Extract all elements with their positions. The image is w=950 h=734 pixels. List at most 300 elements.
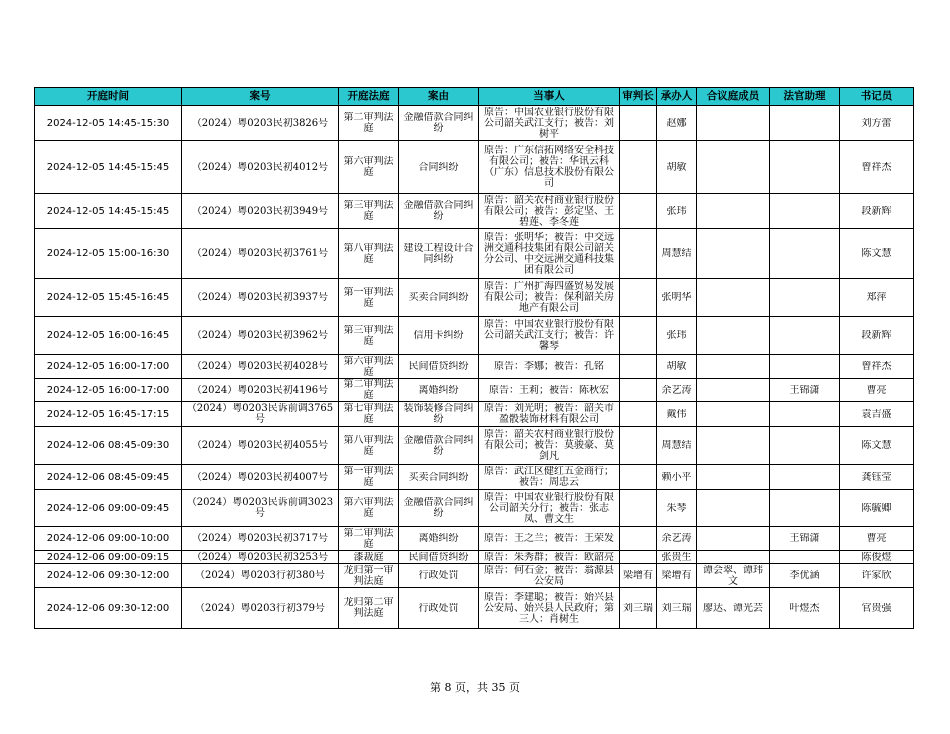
case-cause: 信用卡纠纷 xyxy=(413,330,464,341)
courtroom-cell xyxy=(339,194,399,229)
presiding-judge-cell xyxy=(620,490,657,527)
case-cause-cell xyxy=(399,379,479,402)
case-cause: 民间借贷纠纷 xyxy=(408,551,469,563)
case-cause: 金融借款合同纠纷 xyxy=(403,200,474,222)
hearing-time-cell xyxy=(35,402,182,427)
hearing-time: 2024-12-06 09:00-09:15 xyxy=(46,551,170,563)
case-cause: 金融借款合同纠纷 xyxy=(403,434,474,457)
hearing-time: 2024-12-06 09:30-12:00 xyxy=(46,602,170,614)
presiding-judge-cell xyxy=(620,194,657,229)
case-number: （2024）粤0203民诉前调3023号 xyxy=(186,497,334,519)
parties: 原告：韶关农村商业银行股份有限公司；被告：莫骏豪、莫剑凡 xyxy=(484,429,614,462)
header-parties: 当事人 xyxy=(479,88,620,106)
judge-assistant-cell xyxy=(770,355,840,379)
case-handler: 赵娜 xyxy=(666,117,687,129)
hearing-time: 2024-12-06 09:00-10:00 xyxy=(46,533,170,544)
hearing-time: 2024-12-05 16:00-17:00 xyxy=(46,361,170,372)
case-handler: 赖小平 xyxy=(661,471,692,483)
table-row xyxy=(35,194,914,229)
judge-assistant: 王锦潇 xyxy=(789,384,820,396)
court-clerk: 曾祥杰 xyxy=(861,161,892,173)
judge-assistant-cell xyxy=(770,317,840,355)
case-cause-cell xyxy=(399,355,479,379)
case-handler-cell xyxy=(657,465,697,490)
panel-members-cell xyxy=(697,194,770,229)
case-handler-cell xyxy=(657,402,697,427)
case-number-cell xyxy=(182,490,339,527)
panel-members-cell xyxy=(697,427,770,465)
courtroom-cell xyxy=(339,379,399,402)
hearing-time: 2024-12-06 08:45-09:45 xyxy=(46,471,170,483)
court-clerk: 陈文慧 xyxy=(861,440,892,451)
table-row xyxy=(35,379,914,402)
case-number-cell xyxy=(182,379,339,402)
presiding-judge: 刘三瑞 xyxy=(623,602,653,614)
hearing-time-cell xyxy=(35,279,182,317)
presiding-judge-cell xyxy=(620,551,657,564)
case-number: （2024）粤0203民初3717号 xyxy=(191,533,329,544)
table-row xyxy=(35,229,914,279)
courtroom: 第三审判法庭 xyxy=(343,324,394,347)
parties: 原告：张明华；被告：中交远洲交通科技集团有限公司韶关分公司、中交远洲交通科技集团有限公司 xyxy=(484,231,614,276)
table-row xyxy=(35,588,914,629)
court-clerk: 袁吉盛 xyxy=(861,408,892,420)
courtroom: 第二审判法庭 xyxy=(343,112,394,134)
case-handler: 周慧结 xyxy=(661,440,692,451)
case-number: （2024）粤0203民初3949号 xyxy=(191,205,329,217)
parties: 原告：武江区健红五金商行；被告：周忠云 xyxy=(484,466,614,488)
court-clerk: 段新辉 xyxy=(861,330,892,341)
presiding-judge-cell xyxy=(620,229,657,279)
hearing-time-cell xyxy=(35,588,182,629)
parties: 原告：王之兰；被告：王荣发 xyxy=(484,533,614,544)
courtroom: 第一审判法庭 xyxy=(343,286,394,309)
presiding-judge-cell xyxy=(620,317,657,355)
case-cause-cell xyxy=(399,564,479,588)
judge-assistant-cell xyxy=(770,194,840,229)
table-body xyxy=(35,106,914,629)
hearing-time-cell xyxy=(35,194,182,229)
judge-assistant-cell xyxy=(770,564,840,588)
judge-assistant-cell xyxy=(770,402,840,427)
court-clerk-cell xyxy=(840,279,914,317)
header-cause: 案由 xyxy=(399,88,479,106)
hearing-time: 2024-12-05 16:00-16:45 xyxy=(46,330,170,341)
table-row xyxy=(35,465,914,490)
case-handler: 余艺涛 xyxy=(661,384,692,396)
courtroom-cell xyxy=(339,355,399,379)
presiding-judge-cell xyxy=(620,279,657,317)
table-row xyxy=(35,427,914,465)
court-clerk: 曹亮 xyxy=(866,533,887,544)
parties-cell xyxy=(479,564,620,588)
case-handler: 余艺涛 xyxy=(661,533,692,544)
hearing-time: 2024-12-05 14:45-15:30 xyxy=(46,117,170,129)
parties-cell xyxy=(479,194,620,229)
parties: 原告：广东信拓网络安全科技有限公司；被告：华讯云科（广东）信息技术股份有限公司 xyxy=(484,145,614,189)
hearing-time-cell xyxy=(35,317,182,355)
table-row xyxy=(35,279,914,317)
courtroom-cell xyxy=(339,564,399,588)
panel-members-cell xyxy=(697,564,770,588)
case-cause-cell xyxy=(399,141,479,194)
case-handler: 张贵生 xyxy=(661,551,692,563)
hearing-time: 2024-12-05 16:00-17:00 xyxy=(46,384,170,396)
panel-members-cell xyxy=(697,402,770,427)
case-cause-cell xyxy=(399,106,479,141)
hearing-time: 2024-12-05 15:00-16:30 xyxy=(46,248,170,259)
case-cause-cell xyxy=(399,317,479,355)
panel-members-cell xyxy=(697,229,770,279)
courtroom-cell xyxy=(339,588,399,629)
parties: 原告：中国农业银行股份有限公司韶关分行；被告：张志凤、曹文生 xyxy=(484,491,614,525)
parties-cell xyxy=(479,229,620,279)
case-handler-cell xyxy=(657,106,697,141)
case-number-cell xyxy=(182,355,339,379)
presiding-judge-cell xyxy=(620,141,657,194)
case-number-cell xyxy=(182,551,339,564)
hearing-time-cell xyxy=(35,355,182,379)
case-handler-cell xyxy=(657,141,697,194)
court-clerk: 陈文慧 xyxy=(861,248,892,259)
courtroom: 第二审判法庭 xyxy=(343,379,394,401)
table-row xyxy=(35,490,914,527)
courtroom-cell xyxy=(339,229,399,279)
header-handler: 承办人 xyxy=(657,88,697,106)
judge-assistant-cell xyxy=(770,229,840,279)
parties-cell xyxy=(479,588,620,629)
case-handler-cell xyxy=(657,564,697,588)
judge-assistant-cell xyxy=(770,551,840,564)
case-handler: 胡敏 xyxy=(666,361,687,372)
presiding-judge-cell xyxy=(620,402,657,427)
court-clerk: 曹亮 xyxy=(866,384,887,396)
case-handler-cell xyxy=(657,490,697,527)
case-number-cell xyxy=(182,317,339,355)
case-handler-cell xyxy=(657,379,697,402)
parties-cell xyxy=(479,551,620,564)
hearing-time: 2024-12-05 15:45-16:45 xyxy=(46,292,170,303)
presiding-judge-cell xyxy=(620,379,657,402)
parties-cell xyxy=(479,141,620,194)
panel-members-cell xyxy=(697,317,770,355)
parties: 原告：韶关农村商业银行股份有限公司；被告：彭定坚、王碧莲、李冬莲 xyxy=(484,194,614,228)
header-courtroom: 开庭法庭 xyxy=(339,88,399,106)
court-clerk: 陈毓卿 xyxy=(861,502,892,514)
court-clerk-cell xyxy=(840,551,914,564)
hearing-time: 2024-12-06 09:00-09:45 xyxy=(46,502,170,514)
parties: 原告：李娜；被告：孔铭 xyxy=(494,361,604,372)
header-row xyxy=(35,88,914,106)
presiding-judge: 梁增有 xyxy=(623,570,653,581)
table-row xyxy=(35,355,914,379)
panel-members-cell xyxy=(697,379,770,402)
courtroom: 龙归第二审判法庭 xyxy=(343,597,394,619)
case-number-cell xyxy=(182,588,339,629)
case-handler-cell xyxy=(657,527,697,551)
case-cause: 行政处罚 xyxy=(418,570,459,581)
court-clerk-cell xyxy=(840,402,914,427)
case-number-cell xyxy=(182,229,339,279)
courtroom: 第二审判法庭 xyxy=(343,527,394,550)
case-number: （2024）粤0203行初379号 xyxy=(195,602,325,614)
panel-members-cell xyxy=(697,551,770,564)
panel-members-cell xyxy=(697,279,770,317)
courtroom: 第八审判法庭 xyxy=(343,242,394,265)
case-cause: 金融借款合同纠纷 xyxy=(403,497,474,519)
case-number: （2024）粤0203民初3253号 xyxy=(191,551,329,563)
court-clerk: 官贵强 xyxy=(861,602,892,614)
parties: 原告：中国农业银行股份有限公司韶关武江支行；被告：许馨琴 xyxy=(484,319,614,352)
case-handler-cell xyxy=(657,427,697,465)
case-number-cell xyxy=(182,106,339,141)
courtroom: 漆裁庭 xyxy=(353,551,384,563)
case-cause: 买卖合同纠纷 xyxy=(408,292,469,303)
presiding-judge-cell xyxy=(620,427,657,465)
case-handler: 张玮 xyxy=(666,330,687,341)
courtroom-cell xyxy=(339,427,399,465)
case-number-cell xyxy=(182,427,339,465)
parties: 原告：王莉；被告：陈秋宏 xyxy=(489,384,609,396)
case-handler-cell xyxy=(657,551,697,564)
panel-members: 谭会翠、谭玮文 xyxy=(703,564,763,587)
hearing-time: 2024-12-05 14:45-15:45 xyxy=(46,161,170,173)
court-clerk-cell xyxy=(840,141,914,194)
case-number-cell xyxy=(182,194,339,229)
case-handler: 朱琴 xyxy=(666,502,687,514)
table-row xyxy=(35,564,914,588)
court-clerk: 刘方蕾 xyxy=(861,117,892,129)
case-handler: 梁增有 xyxy=(661,570,692,581)
court-clerk: 陈俊煜 xyxy=(861,551,892,563)
court-clerk: 段新辉 xyxy=(861,205,892,217)
hearing-time-cell xyxy=(35,527,182,551)
panel-members-cell xyxy=(697,106,770,141)
hearing-time-cell xyxy=(35,106,182,141)
court-clerk-cell xyxy=(840,355,914,379)
court-clerk-cell xyxy=(840,427,914,465)
case-number-cell xyxy=(182,527,339,551)
case-number: （2024）粤0203民初4012号 xyxy=(191,161,329,173)
case-handler: 张玮 xyxy=(666,205,687,217)
courtroom-cell xyxy=(339,465,399,490)
parties-cell xyxy=(479,317,620,355)
court-clerk-cell xyxy=(840,379,914,402)
presiding-judge-cell xyxy=(620,527,657,551)
judge-assistant: 王锦潇 xyxy=(789,533,820,544)
panel-members-cell xyxy=(697,527,770,551)
case-number-cell xyxy=(182,564,339,588)
case-cause-cell xyxy=(399,588,479,629)
case-cause-cell xyxy=(399,229,479,279)
courtroom-cell xyxy=(339,527,399,551)
judge-assistant-cell xyxy=(770,427,840,465)
hearing-time-cell xyxy=(35,564,182,588)
case-handler-cell xyxy=(657,355,697,379)
courtroom-cell xyxy=(339,106,399,141)
case-number: （2024）粤0203民初3761号 xyxy=(191,248,329,259)
judge-assistant-cell xyxy=(770,141,840,194)
hearing-schedule-table xyxy=(34,87,914,629)
parties-cell xyxy=(479,379,620,402)
court-clerk-cell xyxy=(840,229,914,279)
court-clerk-cell xyxy=(840,490,914,527)
courtroom-cell xyxy=(339,279,399,317)
panel-members-cell xyxy=(697,355,770,379)
courtroom-cell xyxy=(339,490,399,527)
courtroom: 第八审判法庭 xyxy=(343,434,394,457)
parties: 原告：朱秀群；被告：欧韶亮 xyxy=(484,551,614,563)
panel-members: 廖达、谭光芸 xyxy=(703,602,763,614)
case-number: （2024）粤0203行初380号 xyxy=(195,570,325,581)
courtroom: 第六审判法庭 xyxy=(343,497,394,519)
parties: 原告：广州扩海四盛贸易发展有限公司；被告：保利韶关房地产有限公司 xyxy=(484,281,614,314)
judge-assistant-cell xyxy=(770,279,840,317)
court-clerk-cell xyxy=(840,465,914,490)
hearing-time-cell xyxy=(35,427,182,465)
hearing-time: 2024-12-05 16:45-17:15 xyxy=(46,408,170,420)
case-cause-cell xyxy=(399,427,479,465)
hearing-time-cell xyxy=(35,229,182,279)
hearing-time: 2024-12-06 08:45-09:30 xyxy=(46,440,170,451)
case-handler-cell xyxy=(657,317,697,355)
parties-cell xyxy=(479,465,620,490)
courtroom: 龙归第一审判法庭 xyxy=(343,564,394,587)
case-handler: 张明华 xyxy=(661,292,692,303)
presiding-judge-cell xyxy=(620,106,657,141)
parties-cell xyxy=(479,106,620,141)
case-handler-cell xyxy=(657,194,697,229)
hearing-time: 2024-12-06 09:30-12:00 xyxy=(46,570,170,581)
case-cause-cell xyxy=(399,551,479,564)
courtroom: 第六审判法庭 xyxy=(343,355,394,378)
case-cause: 合同纠纷 xyxy=(418,161,459,173)
table-row xyxy=(35,551,914,564)
case-cause: 离婚纠纷 xyxy=(418,533,459,544)
parties-cell xyxy=(479,527,620,551)
case-cause-cell xyxy=(399,402,479,427)
case-number: （2024）粤0203民初4196号 xyxy=(191,384,329,396)
hearing-time-cell xyxy=(35,465,182,490)
hearing-time-cell xyxy=(35,551,182,564)
judge-assistant-cell xyxy=(770,588,840,629)
courtroom-cell xyxy=(339,317,399,355)
case-cause-cell xyxy=(399,465,479,490)
page-number: 第 8 页，共 35 页 xyxy=(430,681,520,694)
case-number: （2024）粤0203民初4055号 xyxy=(191,440,329,451)
case-handler: 戴伟 xyxy=(666,408,687,420)
hearing-time-cell xyxy=(35,141,182,194)
hearing-time-cell xyxy=(35,490,182,527)
table-row xyxy=(35,141,914,194)
parties-cell xyxy=(479,402,620,427)
case-handler: 胡敏 xyxy=(666,161,687,173)
presiding-judge-cell xyxy=(620,465,657,490)
case-cause: 金融借款合同纠纷 xyxy=(403,112,474,134)
case-number: （2024）粤0203民初3826号 xyxy=(191,117,329,129)
courtroom-cell xyxy=(339,551,399,564)
table-row xyxy=(35,402,914,427)
header-presiding-judge: 审判长 xyxy=(620,88,657,106)
case-cause: 行政处罚 xyxy=(418,602,459,614)
court-clerk: 郑萍 xyxy=(866,292,887,303)
parties-cell xyxy=(479,490,620,527)
case-number-cell xyxy=(182,279,339,317)
court-clerk-cell xyxy=(840,527,914,551)
judge-assistant-cell xyxy=(770,465,840,490)
case-handler-cell xyxy=(657,588,697,629)
judge-assistant: 叶煜杰 xyxy=(789,602,820,614)
case-cause-cell xyxy=(399,490,479,527)
hearing-time: 2024-12-05 14:45-15:45 xyxy=(46,205,170,217)
case-handler: 刘三瑞 xyxy=(661,602,692,614)
judge-assistant-cell xyxy=(770,490,840,527)
case-cause: 装饰装修合同纠纷 xyxy=(403,403,474,425)
table-row xyxy=(35,527,914,551)
panel-members-cell xyxy=(697,588,770,629)
table-row xyxy=(35,106,914,141)
case-number: （2024）粤0203民诉前调3765号 xyxy=(186,403,334,425)
judge-assistant-cell xyxy=(770,527,840,551)
header-assistant: 法官助理 xyxy=(770,88,840,106)
presiding-judge-cell xyxy=(620,564,657,588)
parties: 原告：李建聪；被告：始兴县公安局、始兴县人民政府；第三人：肖树生 xyxy=(484,591,614,625)
case-cause: 离婚纠纷 xyxy=(418,384,459,396)
courtroom-cell xyxy=(339,141,399,194)
table-row xyxy=(35,317,914,355)
court-clerk: 曾祥杰 xyxy=(861,361,892,372)
header-panel: 合议庭成员 xyxy=(697,88,770,106)
case-cause-cell xyxy=(399,194,479,229)
case-handler: 周慧结 xyxy=(661,248,692,259)
case-cause-cell xyxy=(399,279,479,317)
case-number-cell xyxy=(182,465,339,490)
judge-assistant-cell xyxy=(770,106,840,141)
court-clerk-cell xyxy=(840,317,914,355)
case-number-cell xyxy=(182,402,339,427)
case-cause: 民间借贷纠纷 xyxy=(408,361,469,372)
parties: 原告：何石金；被告：翁源县公安局 xyxy=(484,564,614,587)
parties-cell xyxy=(479,427,620,465)
parties: 原告：刘光明；被告：韶关市盈骰装饰材料有限公司 xyxy=(484,403,614,425)
case-cause: 建设工程设计合同纠纷 xyxy=(403,242,474,265)
presiding-judge-cell xyxy=(620,588,657,629)
court-clerk: 许家欣 xyxy=(861,570,892,581)
parties: 原告：中国农业银行股份有限公司韶关武江支行；被告：刘树平 xyxy=(484,106,614,140)
judge-assistant-cell xyxy=(770,379,840,402)
case-handler-cell xyxy=(657,229,697,279)
courtroom: 第七审判法庭 xyxy=(343,403,394,425)
judge-assistant: 李优涵 xyxy=(789,570,820,581)
case-number: （2024）粤0203民初3937号 xyxy=(191,292,329,303)
case-handler-cell xyxy=(657,279,697,317)
court-clerk: 龚钰莹 xyxy=(861,471,892,483)
courtroom: 第三审判法庭 xyxy=(343,200,394,222)
case-number: （2024）粤0203民初3962号 xyxy=(191,330,329,341)
courtroom: 第六审判法庭 xyxy=(343,156,394,178)
case-cause: 买卖合同纠纷 xyxy=(408,471,469,483)
courtroom-cell xyxy=(339,402,399,427)
court-clerk-cell xyxy=(840,588,914,629)
court-clerk-cell xyxy=(840,106,914,141)
court-clerk-cell xyxy=(840,194,914,229)
header-time: 开庭时间 xyxy=(35,88,182,106)
header-case-no: 案号 xyxy=(182,88,339,106)
court-clerk-cell xyxy=(840,564,914,588)
case-number: （2024）粤0203民初4007号 xyxy=(191,471,329,483)
case-number-cell xyxy=(182,141,339,194)
panel-members-cell xyxy=(697,141,770,194)
